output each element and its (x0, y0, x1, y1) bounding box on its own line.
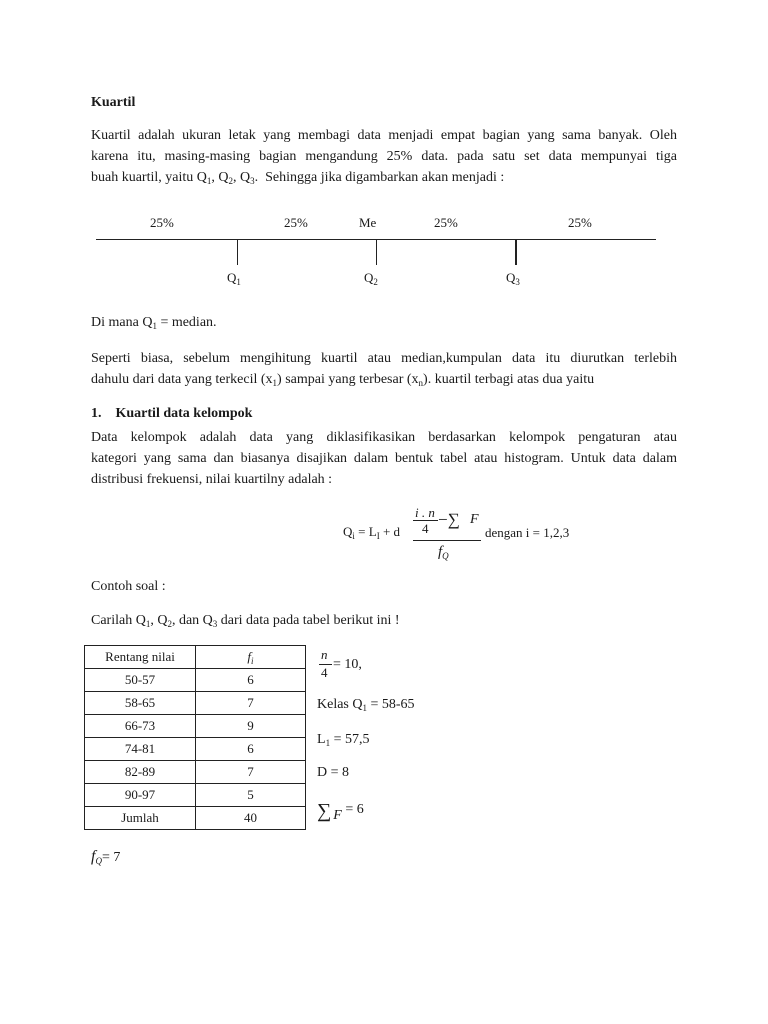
n-over-4-result: = 10, (333, 657, 362, 672)
header-frequency: $f_i$ (196, 646, 306, 669)
segment-label-2: 25% (284, 215, 308, 230)
freq-cell: 7 (196, 761, 306, 784)
sum-f-value: ∑ F = 6 (317, 800, 364, 823)
table-row (85, 761, 306, 784)
d-value: D = 8 (317, 765, 350, 780)
median-label: Me (359, 215, 377, 230)
header-range: Rentang nilai (85, 646, 196, 669)
table-row (85, 669, 306, 692)
freq-cell: 6 (196, 738, 306, 761)
table-row (85, 784, 306, 807)
fq-value: $f_Q= 7$ (91, 848, 121, 866)
section-line-3: distribusi frekuensi, nilai kuartilny adalah : (91, 472, 333, 487)
total-value-cell: 40 (196, 807, 306, 830)
table-row (85, 738, 306, 761)
segment-label-1: 25% (150, 215, 174, 230)
tick-q2 (376, 240, 377, 265)
freq-cell: 9 (196, 715, 306, 738)
freq-cell: 6 (196, 669, 306, 692)
example-question: Carilah $Q_1$, $Q_2$, dan $Q_3$ dari data pada tabel berikut ini ! (91, 613, 400, 629)
formula-main-bar (413, 540, 481, 541)
table-row (85, 692, 306, 715)
sort-line-1: Seperti biasa, sebelum mengihitung kuartil atau median,kumpulan data itu diurutkan terlebih (91, 351, 677, 366)
section-line-1: Data kelompok adalah data yang diklasifikasikan berdasarkan kelompok pengaturan atau (91, 430, 677, 445)
q2-label: $Q_2$ (364, 270, 378, 287)
intro-line-1: Kuartil adalah ukuran letak yang membagi data menjadi empat bagian yang sama banyak. Oleh (91, 128, 677, 143)
sort-line-2: dahulu dari data yang terkecil $(x_1)$ sampai yang terbesar $(x_n)$. kuartil terbagi atas dua yaitu (91, 372, 595, 388)
formula-F: F (470, 512, 479, 527)
section-line-2: kategori yang sama dan biasanya disajikan dalam bentuk tabel atau histogram. Untuk data dalam (91, 451, 677, 466)
section-heading: 1. Kuartil data kelompok (91, 406, 253, 421)
table-total-row (85, 807, 306, 830)
intro-line-2: karena itu, masing-masing bagian mengandung 25% data. pada satu set data mempunyai tiga (91, 149, 677, 164)
range-cell: 90-97 (85, 784, 196, 807)
n-over-4-den: 4 (321, 665, 328, 680)
formula-num-4: 4 (422, 521, 429, 536)
tick-q1 (237, 240, 238, 265)
range-cell: 50-57 (85, 669, 196, 692)
kelas-q1: Kelas $Q_1 = 58-65$ (317, 697, 415, 713)
q3-label: $Q_3$ (506, 270, 520, 287)
example-label: Contoh soal : (91, 579, 166, 594)
table-row (85, 715, 306, 738)
l1-value: $L_1 = 57,5$ (317, 732, 370, 748)
intro-line-3: buah kuartil, yaitu $Q_1$, $Q_2$, $Q_3$. Sehingga jika digambarkan akan menjadi : (91, 170, 505, 186)
intro-paragraph (91, 125, 677, 188)
formula-tail: dengan i = 1,2,3 (485, 525, 570, 540)
table-header-row (85, 646, 306, 669)
sort-paragraph (91, 348, 677, 390)
tick-q3 (515, 240, 517, 265)
section-paragraph (91, 427, 677, 490)
formula-den: $f_Q$ (438, 544, 449, 561)
total-label-cell: Jumlah (85, 807, 196, 830)
formula-minus-sum: −∑ (438, 510, 460, 529)
formula-num-in: i . n (415, 505, 435, 520)
range-cell: 82-89 (85, 761, 196, 784)
median-note: Di mana $Q_1$ = median. (91, 315, 217, 331)
formula-lhs: $Q_i = L_I + d$ (343, 524, 401, 541)
segment-label-4: 25% (568, 215, 592, 230)
formula-inner-bar (413, 520, 438, 521)
range-cell: 74-81 (85, 738, 196, 761)
freq-cell: 7 (196, 692, 306, 715)
range-cell: 66-73 (85, 715, 196, 738)
freq-cell: 5 (196, 784, 306, 807)
q1-label: $Q_1$ (227, 270, 241, 287)
frequency-table (84, 645, 306, 830)
n-over-4-num: n (321, 647, 328, 662)
page-title: Kuartil (91, 95, 136, 110)
range-cell: 58-65 (85, 692, 196, 715)
segment-label-3: 25% (434, 215, 458, 230)
